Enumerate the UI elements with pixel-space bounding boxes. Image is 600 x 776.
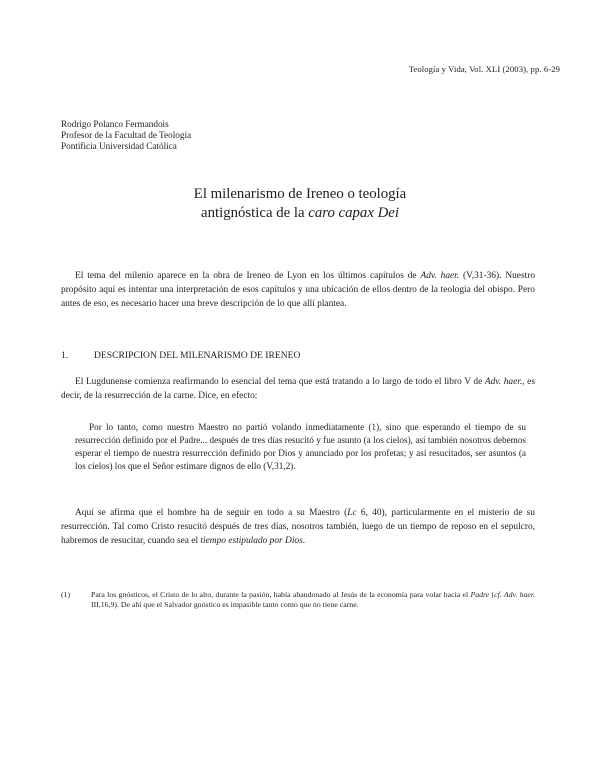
intro-work-title: Adv. haer. <box>420 271 460 281</box>
footnote-text <box>91 590 535 610</box>
author-name: Rodrigo Polanco Fermandois <box>61 119 169 129</box>
fn-text-2: ( <box>489 590 495 599</box>
title-line-2-italic: caro capax Dei <box>308 205 399 221</box>
fn-cf: cf. Adv. haer. <box>494 590 536 599</box>
fn-padre: Padre <box>470 590 490 599</box>
para2-work-title: Adv. haer. <box>484 377 523 387</box>
title-line-1: El milenarismo de Ireneo o teología <box>193 186 407 202</box>
section-heading <box>61 350 300 361</box>
section-title: DESCRIPCION DEL MILENARISMO DE IRENEO <box>94 350 301 361</box>
footnote-number: (1) <box>61 590 71 599</box>
para2-text-1: El Lugdunense comienza reafirmando lo esencial del tema que está tratando a lo largo de todo el libro V de <box>75 377 485 387</box>
title-line-2 <box>0 204 600 223</box>
para3-text-1: Aquí se afirma que el hombre ha de seguir en todo a su Maestro ( <box>75 508 348 518</box>
intro-paragraph <box>61 270 535 311</box>
article-title <box>0 185 600 223</box>
fn-text-1: Para los gnósticos, el Cristo de lo alto, durante la pasión, había abandonado al Jesús de la economía para volar hacia el <box>91 590 471 599</box>
paragraph-2 <box>61 376 535 404</box>
author-position: Profesor de la Facultad de Teología <box>61 130 192 141</box>
para3-text-2: 6, 40), particularmente en el misterio de su resurrección. Tal como Cristo resucitó después de tres días, nosotros también, luego de un tiempo de reposo en el sepulcro, habremos de resucitar, cuando sea el <box>61 508 535 546</box>
author-institution: Pontificia Universidad Católica <box>61 141 177 152</box>
author-affiliation <box>61 119 191 153</box>
block-quote: Por lo tanto, como nuestro Maestro no partió volando inmediatamente (1), sino que esperando el tiempo de su resurrección definido por el Padre... después de tres días resucitó y fue asunto (a los cielos), así también nosotros debemos esperar el tiempo de nuestra resurrección definido por Dios y anunciado por los profetas; y así resucitados, ser asuntos (a los cielos) los que el Señor estimare dignos de ello (V,31,2). <box>75 422 526 472</box>
section-number: 1. <box>61 350 69 361</box>
para3-phrase: tiempo estipulado por Dios <box>200 535 303 546</box>
para2-text-2: , es decir, de la resurrección de la carne. Dice, en efecto: <box>61 377 535 401</box>
paragraph-3 <box>61 507 535 548</box>
para3-ref: Lc <box>347 508 357 518</box>
running-header: Teología y Vida, Vol. XLI (2003), pp. 6-29 <box>408 64 560 74</box>
fn-text-3: III,16,9). De ahí que el Salvador gnóstico es impasible tanto como que no tiene carne. <box>91 599 359 609</box>
para3-text-3: . <box>302 535 306 546</box>
intro-text-2: (V,31-36). Nuestro propósito aquí es intentar una interpretación de esos capítulos y una ubicación de ellos dentro de la teología del obispo. Pero antes de eso, es necesario hacer una breve descripción de lo que allí plantea. <box>61 271 536 309</box>
title-line-2-plain: antignóstica de la <box>201 205 309 221</box>
intro-text-1: El tema del milenio aparece en la obra de Ireneo de Lyon en los últimos capítulos de <box>75 271 421 281</box>
